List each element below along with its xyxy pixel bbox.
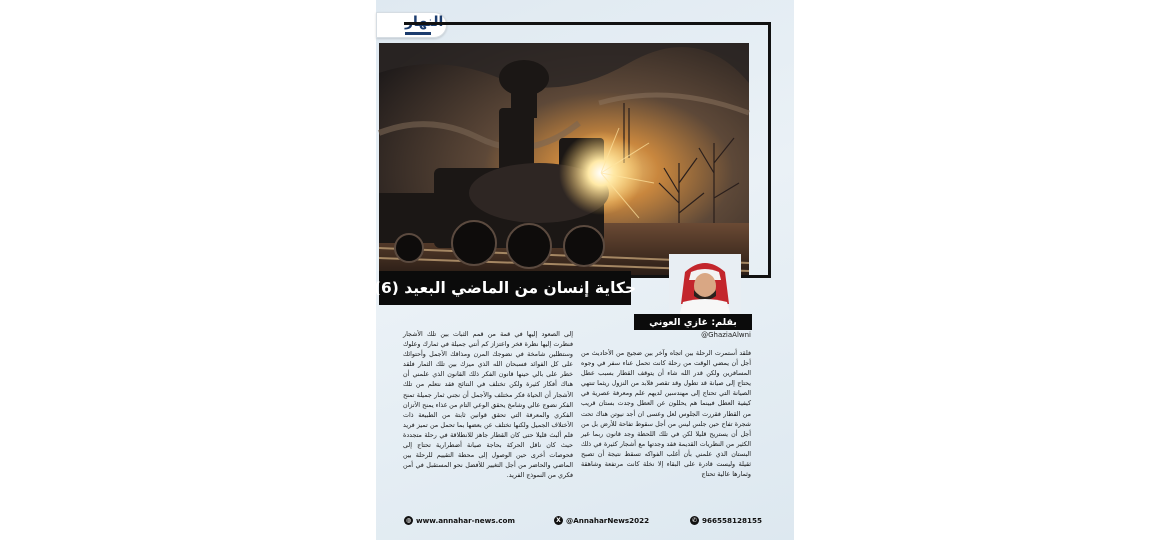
footer-website[interactable] xyxy=(404,516,515,525)
page-footer xyxy=(376,513,794,531)
footer-twitter[interactable] xyxy=(554,516,649,525)
logo-text: النهار xyxy=(405,14,444,30)
article-title: حكاية إنسان من الماضي البعيد (6) xyxy=(379,271,631,305)
article-column-left xyxy=(403,330,573,515)
website-link[interactable]: www.annahar-news.com xyxy=(416,516,515,525)
newspaper-page xyxy=(373,0,794,540)
author-handle[interactable]: @GhaziaAlwni xyxy=(701,331,751,339)
locomotive-illustration xyxy=(379,43,749,275)
author-photo xyxy=(669,254,741,316)
article-column-right xyxy=(581,349,751,511)
author-byline: بقلم: غازي العوني xyxy=(634,314,752,330)
footer-whatsapp[interactable] xyxy=(690,516,762,525)
globe-icon: ◍ xyxy=(405,517,412,524)
x-twitter-icon: X xyxy=(554,516,563,525)
author-portrait xyxy=(669,254,741,316)
whatsapp-number[interactable]: 966558128155 xyxy=(702,516,763,525)
article-paragraph-1: فلقد أستمرت الرحلة بين اتجاه وآخر بين ضجيج من الأحاديث من أجل أن يمضي الوقت من رحلة كانت تحمل عناء سفر في وجوه المسافرين ولكن قدر الله شاء أن يتوقف القطار بسبب عطل يحتاج إلى صيانة قد تطول وقد تقصر فلابد من النزول ريثما تنتهي الصيانة التي تحتاج إلى مهندسين لديهم علم ومعرفة عصرية في كيفية العطل فبينما هم يحللون عن العطل وجدت بستان قريب من القطار فقررت الجلوس لعل وعسى ان أجد نيوتن هناك تحت شجرة تفاح حين جلس ليس من أجل سقوط تفاحة للأرض بل من أجل أن يستريح قليلا لكن في تلك اللحظة وجد قانون ربما غير الكثير من النظريات القديمة فقد وجدتها مع أشجار كثيرة في ذلك البستان الذي علمني بأن أغلب الفواكه تسقط نتيجة أن تصبح ثقيلة وليست قادرة على البقاء إلا نخلة كانت مرتفعة وشاهقة وثمارها عالية تحتاج xyxy=(581,350,751,479)
twitter-handle[interactable]: @AnnaharNews2022 xyxy=(566,516,650,525)
article-paragraph-2: إلى الصعود إليها في قمة من قمم الثبات بين تلك الأشجار فنظرت إليها نظرة فخر واعتزاز كم أنتي جميلة في ثمارك وعلوك وستظلين شامخة في نضوجك المرن ومذاقك الأجمل وأحتوائك على كل الفوائد فسبحان الله الذي ميزك بين تلك الثمار فلقد خطر على بالي حينها قانون الفكر ذلك القانون الذي علمني أن هناك أفكار كثيرة ولكن تختلف في النتائج فقد نتعلم من تلك الأشجار أن الحياة فكر مختلف والأجمل أن نجني ثمار جميلة تمنح الفكر نضوج عالي وشامخ يحقق الوعي التام من غذاء يمنح الأتزان الفكري والمعرفة التي تحقق قوانين ثابتة من الطبيعة ذات الأختلاف الجميل ولكنها تختلف عن بعضها بما تحمل من تميز فريد فلم ألبث قليلا حتى كان القطار جاهز للانطلاقة في رحلة متجددة حيث كان ناقل الحركة بحاجة صيانة أضطرارية تحتاج إلى فحوصات أخرى حين الوصول إلى محطة التقييم للرحلة بين الماضي والحاضر من أجل التغيير للأفضل نحو المستقبل في أمن فكري من النموذج الفريد. xyxy=(403,331,573,480)
article-photo-steam-locomotive xyxy=(379,43,749,275)
whatsapp-icon: ✆ xyxy=(691,517,698,524)
